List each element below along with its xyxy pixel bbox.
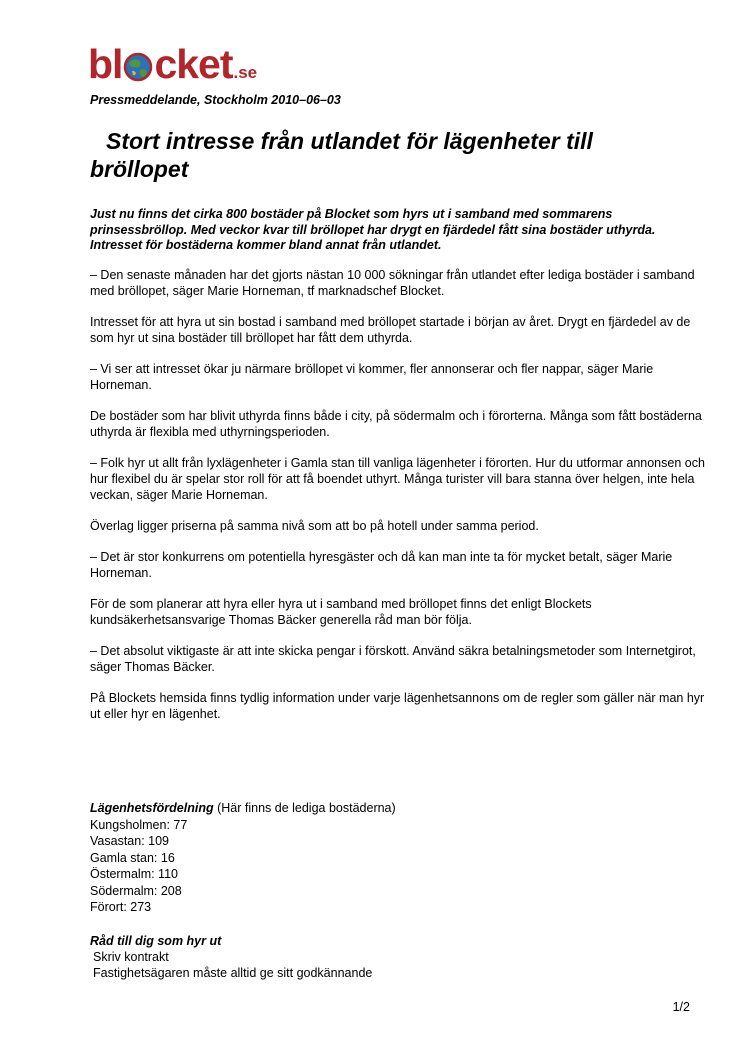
- tips-item: Fastighetsägaren måste alltid ge sitt godkännande: [93, 966, 373, 980]
- page-number: 1/2: [672, 1000, 690, 1014]
- rental-tips: [90, 933, 690, 981]
- body-paragraph: – Folk hyr ut allt från lyxlägenheter i Gamla stan till vanliga lägenheter i förorten. Hur du utformar annonsen och hur flexibel du är spelar stor roll för att få boendet uthyrt. Många turister vill bara stanna över helgen, inte hela veckan, säger Marie Horneman.: [90, 456, 705, 502]
- body-paragraph: Överlag ligger priserna på samma nivå som att bo på hotell under samma period.: [90, 519, 539, 533]
- body-paragraph: – Det är stor konkurrens om potentiella hyresgäster och då kan man inte ta för mycket betalt, säger Marie Horneman.: [90, 550, 673, 580]
- apartment-distribution: [90, 800, 690, 916]
- body-paragraph: På Blockets hemsida finns tydlig information under varje lägenhetsannons om de regler som gäller när man hyr ut eller hyr en lägenhet.: [90, 691, 705, 721]
- blocket-logo: [88, 41, 258, 87]
- body-text: [90, 267, 710, 737]
- distribution-row: Gamla stan: 16: [90, 850, 175, 865]
- logo-text-end: cket: [154, 41, 233, 87]
- body-paragraph: – Det absolut viktigaste är att inte skicka pengar i förskott. Använd säkra betalningsmetoder som Internetgirot, säger Thomas Bäcker.: [90, 644, 696, 674]
- body-paragraph: De bostäder som har blivit uthyrda finns både i city, på södermalm och i förorterna. Många som fått bostäderna uthyrda är flexibla med uthyrningsperioden.: [90, 409, 702, 439]
- headline-text: Stort intresse från utlandet för lägenheter till bröllopet: [90, 128, 593, 182]
- logo-domain-suffix: .se: [233, 63, 258, 82]
- tips-item: Skriv kontrakt: [93, 950, 169, 964]
- distribution-row: Östermalm: 110: [90, 867, 178, 881]
- distribution-note: (Här finns de lediga bostäderna): [213, 801, 396, 815]
- distribution-row: Södermalm: 208: [90, 883, 182, 898]
- distribution-header: [90, 800, 690, 817]
- tips-heading: Råd till dig som hyr ut: [90, 934, 222, 948]
- headline: [90, 127, 690, 183]
- body-paragraph: För de som planerar att hyra eller hyra ut i samband med bröllopet finns det enligt Blockets kundsäkerhetsansvarige Thomas Bäcker generella råd man bör följa.: [90, 597, 592, 627]
- distribution-row: Kungsholmen: 77: [90, 817, 188, 832]
- logo-text-start: bl: [88, 41, 123, 87]
- distribution-row: Vasastan: 109: [90, 834, 169, 848]
- body-paragraph: Intresset för att hyra ut sin bostad i samband med bröllopet startade i början av året. Drygt en fjärdedel av de som hyr ut sina bostäder till bröllopet har fått dem uthyrda.: [90, 315, 691, 345]
- body-paragraph: – Den senaste månaden har det gjorts nästan 10 000 sökningar från utlandet efter lediga bostäder i samband med bröllopet, säger Marie Horneman, tf marknadschef Blocket.: [90, 268, 695, 298]
- body-paragraph: – Vi ser att intresset ökar ju närmare bröllopet vi kommer, fler annonserar och fler nappar, säger Marie Horneman.: [90, 362, 654, 392]
- press-release-dateline: Pressmeddelande, Stockholm 2010–06–03: [90, 93, 341, 107]
- distribution-heading: Lägenhetsfördelning: [90, 801, 214, 815]
- distribution-row: Förort: 273: [90, 900, 152, 914]
- lead-paragraph: Just nu finns det cirka 800 bostäder på Blocket som hyrs ut i samband med sommarens prinsessbröllop. Med veckor kvar till bröllopet har drygt en fjärdedel fått sina bostäder uthyrda. Intresset för bostäderna kommer bland annat från utlandet.: [90, 207, 656, 252]
- globe-icon: [123, 52, 153, 82]
